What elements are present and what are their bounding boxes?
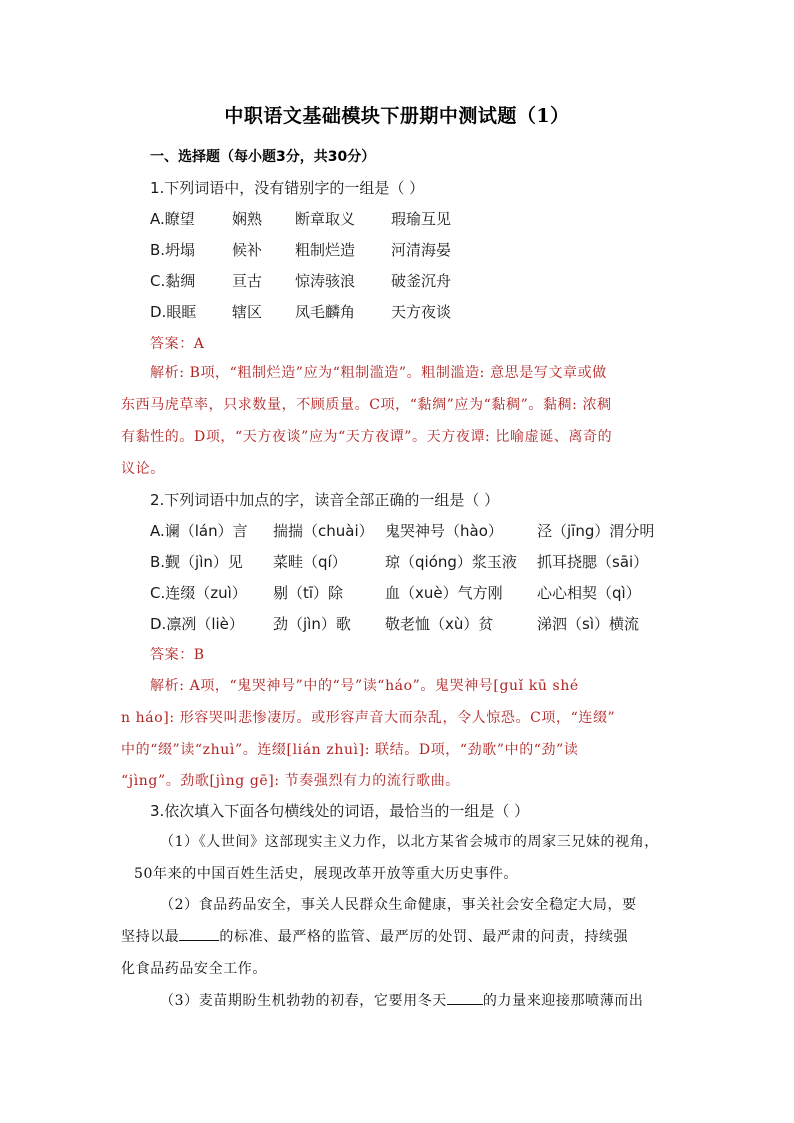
q1-analysis-line: 议论。: [121, 461, 165, 477]
option-cell: 敬老恤（xù）贫: [385, 615, 494, 633]
option-cell: A.瞭望: [150, 210, 195, 228]
q2-analysis-line: “jìng”。劲歌[jìng gē]: 节奏强烈有力的流行歌曲。: [121, 773, 460, 789]
option-cell: 琼（qióng）浆玉液: [385, 553, 517, 571]
option-cell: 粗制烂造: [295, 241, 356, 259]
q2-answer: 答案：B: [150, 647, 205, 663]
option-cell: D.眼眶: [150, 303, 197, 321]
option-cell: D.凛冽（liè）: [150, 615, 244, 633]
option-cell: 娴熟: [232, 210, 263, 228]
option-cell: 剔（tī）除: [273, 584, 344, 602]
option-cell: 泾（jīng）渭分明: [537, 522, 655, 540]
option-cell: 候补: [232, 241, 263, 259]
option-cell: A.谰（lán）言: [150, 522, 248, 540]
option-cell: 血（xuè）气方刚: [385, 584, 503, 602]
option-cell: 破釜沉舟: [391, 272, 452, 290]
option-cell: 揣揣（chuài）: [273, 522, 374, 540]
q2-analysis-line: n háo]: 形容哭叫悲惨凄厉。或形容声音大而杂乱，令人惊恐。C项，“连缀”: [121, 710, 616, 726]
q3-sentence-1-cont: 50年来的中国百姓生活史，展现改革开放等重大历史事件。: [134, 866, 519, 882]
option-cell: 心心相契（qì）: [537, 584, 641, 602]
text-before-blank: （3）麦苗期盼生机勃勃的初春，它要用冬天: [160, 993, 447, 1009]
q1-analysis-line: 解析: B项，“粗制烂造”应为“粗制滥造”。粗制滥造: 意思是写文章或做: [150, 365, 607, 381]
q3-sentence-1: （1）《人世间》这部现实主义力作，以北方某省会城市的周家三兄妹的视角，: [160, 834, 659, 850]
fill-in-blank: [179, 928, 219, 941]
q3-sentence-2: （2）食品药品安全，事关人民群众生命健康，事关社会安全稳定大局，要: [160, 897, 637, 913]
option-cell: 瑕瑜互见: [391, 210, 452, 228]
option-cell: B.坍塌: [150, 241, 196, 259]
q2-analysis-line: 解析: A项，“鬼哭神号”中的“号”读“háo”。鬼哭神号[guǐ kū shé: [150, 678, 579, 694]
section-heading: 一、选择题（每小题3分，共30分）: [150, 149, 376, 165]
option-cell: C.黏绸: [150, 272, 196, 290]
option-cell: C.连缀（zuì）: [150, 584, 247, 602]
text-before-blank: 坚持以最: [121, 929, 180, 945]
text-after-blank: 的标准、最严格的监管、最严厉的处罚、最严肃的问责，持续强: [219, 929, 629, 945]
option-cell: B.觐（jìn）见: [150, 553, 243, 571]
q1-analysis-line: 东西马虎草率，只求数量，不顾质量。C项，“黏绸”应为“黏稠”。黏稠: 浓稠: [121, 397, 612, 413]
q3-sentence-3: [160, 990, 644, 1010]
text-after-blank: 的力量来迎接那喷薄而出: [482, 993, 644, 1009]
option-cell: 河清海晏: [391, 241, 452, 259]
option-cell: 涕泗（sì）横流: [537, 615, 639, 633]
option-cell: 亘古: [232, 272, 263, 290]
q2-stem: 2.下列词语中加点的字，读音全部正确的一组是（ ）: [150, 491, 500, 509]
page-title: 中职语文基础模块下册期中测试题（1）: [224, 105, 570, 127]
option-cell: 惊涛骇浪: [295, 272, 356, 290]
option-cell: 劲（jìn）歌: [273, 615, 351, 633]
q3-sentence-2-cont: [121, 926, 628, 946]
option-cell: 抓耳挠腮（sāi）: [537, 553, 649, 571]
fill-in-blank: [447, 992, 483, 1005]
option-cell: 菜畦（qí）: [273, 553, 347, 571]
q1-stem: 1.下列词语中，没有错别字的一组是（ ）: [150, 179, 425, 197]
option-cell: 辖区: [232, 303, 263, 321]
option-cell: 天方夜谈: [391, 303, 452, 321]
option-cell: 凤毛麟角: [295, 303, 356, 321]
q3-stem: 3.依次填入下面各句横线处的词语，最恰当的一组是（ ）: [150, 802, 530, 820]
q2-analysis-line: 中的“缀”读“zhuì”。连缀[lián zhuì]: 联结。D项，“劲歌”中的“劲”读: [121, 742, 579, 758]
q3-sentence-2-end: 化食品药品安全工作。: [121, 961, 267, 977]
q1-analysis-line: 有黏性的。D项，“天方夜谈”应为“天方夜谭”。天方夜谭: 比喻虚诞、离奇的: [121, 429, 613, 445]
option-cell: 鬼哭神号（hào）: [385, 522, 503, 540]
q1-answer: 答案：A: [150, 336, 205, 352]
option-cell: 断章取义: [295, 210, 356, 228]
